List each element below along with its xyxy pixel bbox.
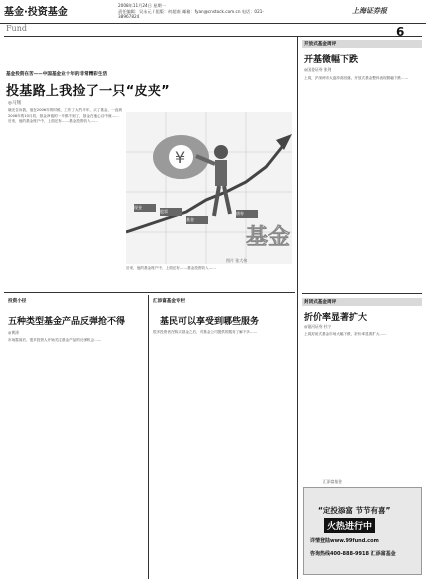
right-paragraph: 上周，沪深两市大盘冲高回落，开放式基金整体表现微幅下跌…… [304, 76, 409, 80]
tag-label: 股票 [160, 209, 168, 214]
main-byline: ◎马翔 [8, 101, 21, 106]
right2-headline: 折价率显著扩大 [304, 313, 368, 323]
right-headline: 开基微幅下跌 [304, 55, 359, 65]
photo-credit: 图片 张大伟 [226, 258, 248, 263]
illustration-photo [126, 112, 292, 264]
right2-paragraph: 上周封闭式基金市场大幅下跌，折价率显著扩大…… [304, 332, 387, 336]
left-kicker: 投资小径 [8, 299, 27, 304]
right-body [304, 76, 422, 288]
page-info [118, 3, 268, 20]
mid-body [153, 330, 293, 576]
ad-hotline: 咨询热线400-888-9918 汇添富基金 [310, 551, 396, 557]
right2-byline: ◎银河证券 杜宁 [304, 324, 332, 329]
right2-body [304, 332, 422, 476]
editor-line: 责任编辑：吴永元 / 组版：何超南 邮箱：fyan@cnstock.com.cn 电话：021-38967824 [118, 8, 264, 19]
tag-label: 基金 [186, 217, 194, 222]
section-rule [4, 292, 295, 293]
ad-campaign: 火热进行中 [324, 518, 375, 533]
svg-text:¥: ¥ [175, 148, 186, 167]
main-body-col1 [8, 108, 122, 288]
main-paragraph: 晓光告诉我，他在2006年的时候，工作了大约半年，买了基金，一直到2008年的10月初，基金净值的一半都不到了，基金在他心目中就…… [8, 108, 122, 118]
right-kicker: 开放式基金周评 [304, 42, 337, 47]
main-body-bottom [126, 266, 292, 290]
left-byline: ◎黄涛 [8, 330, 19, 335]
top-rule [4, 36, 422, 37]
mid-paragraph: 很多投资者在购买基金之后，对基金公司提供的服务了解不多…… [153, 330, 258, 334]
right-byline: ◎国金证券 张剑 [304, 67, 332, 72]
page-number: 6 [396, 25, 405, 39]
mid-kicker: 汇添富基金专栏 [153, 299, 186, 304]
ad-slogan: “定投添富 节节有喜” [318, 506, 391, 515]
svg-text:基金: 基金 [246, 225, 291, 250]
section-brand: 基金·投资基金 [4, 7, 68, 18]
main-paragraph: 后来，他的基金账户中，上面还有……基金投资收入…… [126, 266, 216, 270]
column-divider [297, 36, 298, 579]
date-line: 2008年11月24日 星期一 [118, 3, 166, 8]
main-kicker: 基金投资在苦——中国基金业十年的非常精彩生活 [6, 72, 108, 77]
tag-label: 债券 [236, 211, 244, 216]
right2-kicker: 封闭式基金周评 [304, 300, 337, 305]
tag-label: 现金 [134, 205, 142, 210]
mid-headline: 基民可以享受到哪些服务 [160, 317, 260, 327]
ad-website: 详情登陆www.99fund.com [310, 538, 379, 544]
left-body [8, 338, 144, 576]
left-headline: 五种类型基金产品反弹抢不得 [8, 317, 126, 327]
right-section-rule [302, 293, 422, 294]
left-paragraph: 市场震荡后，很多投资人开始关注基金产品的反弹机会…… [8, 338, 102, 342]
column-divider-lower [148, 295, 149, 579]
ad-brand: 汇添富基金 [323, 479, 342, 484]
main-paragraph: 后来，他的基金账户中，上面还有……基金投资收入…… [8, 119, 98, 124]
main-headline: 投基路上我捡了一只“皮夹” [6, 84, 170, 99]
newspaper-name: 上海证券报 [352, 7, 387, 15]
section-label: Fund [6, 24, 27, 33]
